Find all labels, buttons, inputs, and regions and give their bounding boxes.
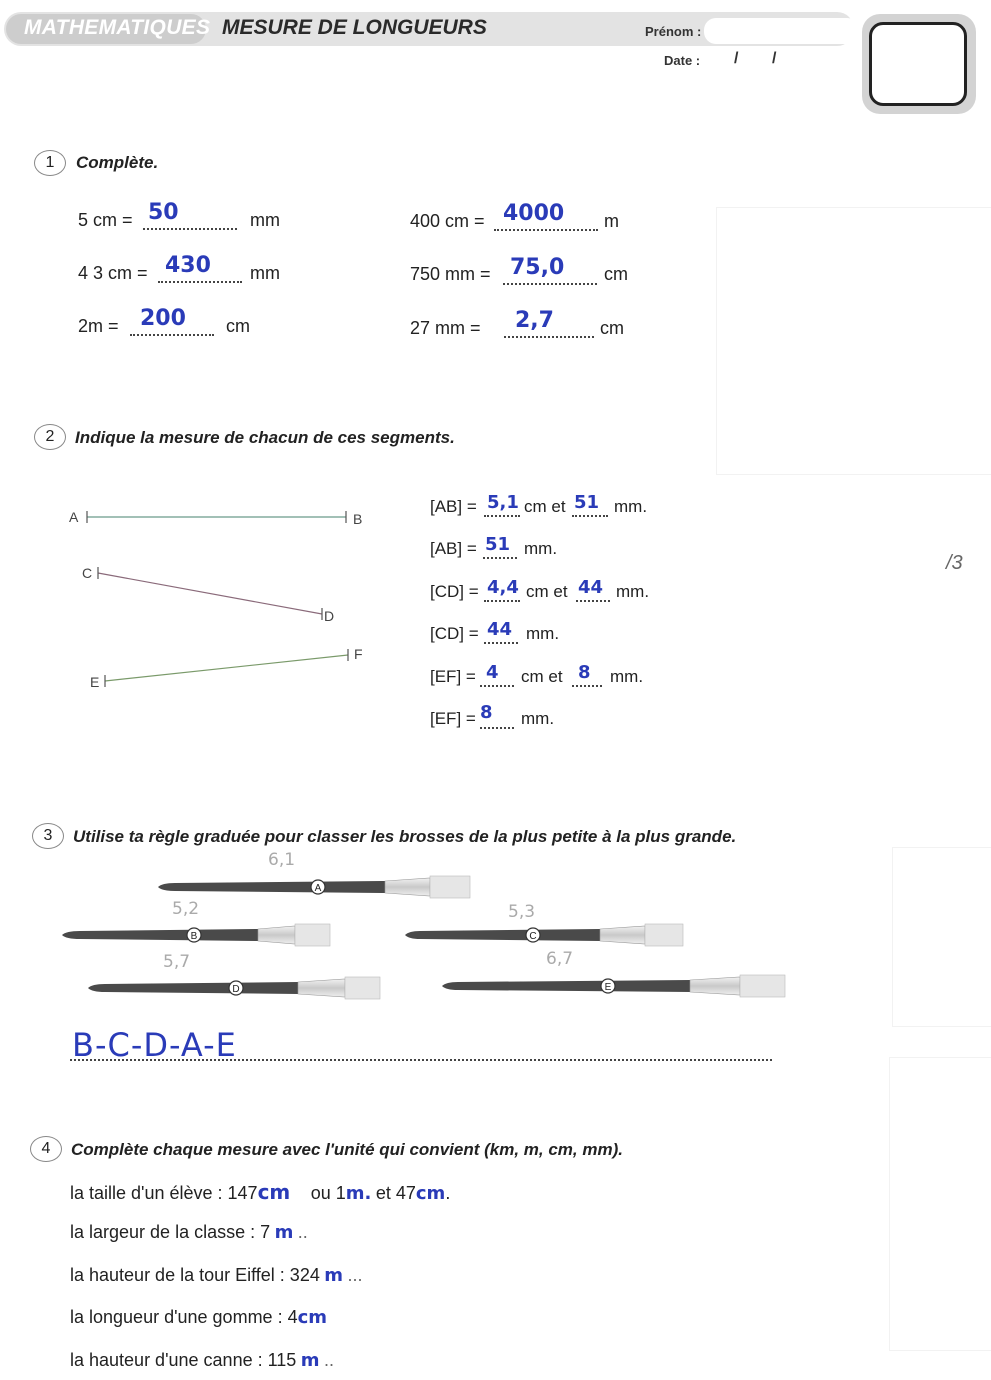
ex1-unit: cm [600,318,624,338]
ranking-answer[interactable]: B-C-D-A-E [72,1026,237,1064]
exercise-number: 3 [32,823,64,849]
ex4-unit-answer[interactable]: m [300,1350,320,1371]
exercise-number: 4 [30,1136,62,1162]
prenom-label: Prénom : [645,24,702,39]
answer-dots [504,336,594,338]
ex2-answer[interactable]: 8 [480,702,493,723]
ex2-label: [AB] = [430,539,477,558]
ex2-label: [EF] = [430,709,476,728]
point-label: E [90,674,100,690]
ex4-line: la hauteur de la tour Eiffel : 324 m ... [70,1265,363,1286]
date-separator: / [734,50,739,67]
pencil-note: 6,1 [268,850,296,870]
ex1-prefix: 2m = [78,316,119,336]
segments-figure [60,500,380,700]
brush-letter: A [314,883,322,894]
answer-dots [572,685,602,687]
ex2-mid: cm et [521,667,563,686]
ex2-mid: cm et [524,497,566,516]
answer-dots [572,515,608,517]
point-label: F [354,646,363,662]
pencil-note: 5,7 [163,952,191,972]
blank-patch [893,848,991,1026]
ex1-prefix: 400 cm = [410,211,485,231]
brushes-figure [0,860,800,1010]
ex4-unit-answer[interactable]: m [274,1222,294,1243]
ex1-prefix: 5 cm = [78,210,133,230]
exercise-title: Complète. [76,153,159,172]
answer-dots [484,600,520,602]
ex1-answer[interactable]: 200 [140,306,186,331]
pencil-note: 6,7 [546,949,574,969]
ex2-end: mm. [610,667,644,686]
score-box[interactable] [869,22,967,106]
exercise-title: Utilise ta règle graduée pour classer les brosses de la plus petite à la plus grande. [73,827,737,846]
ex1-answer[interactable]: 4000 [503,201,565,226]
ex2-label: [EF] = [430,667,476,686]
ex2-end: mm. [616,582,650,601]
answer-dots [480,685,514,687]
ex4-line: la longueur d'une gomme : 4cm [70,1307,328,1328]
answer-dots [576,600,610,602]
segment-cd [98,573,322,614]
ex1-answer[interactable]: 75,0 [510,255,565,280]
ex2-answer[interactable]: 44 [487,619,513,640]
brush-letter: C [529,931,537,942]
answer-dots [503,283,597,285]
ex1-unit: m [604,211,619,231]
ex1-unit: mm [250,263,280,283]
ex4-line: la hauteur d'une canne : 115 m .. [70,1350,334,1371]
point-label: D [324,608,335,624]
answer-dots [143,228,237,230]
answer-dots [483,557,517,559]
pencil-note: 5,2 [172,899,200,919]
brush-letter: E [604,982,612,993]
answer-dots [494,229,598,231]
ex4-unit-answer[interactable]: cm [415,1183,446,1204]
date-separator: / [772,50,777,67]
ex2-end: mm. [524,539,558,558]
point-label: B [353,511,363,527]
date-label: Date : [664,53,701,68]
brush-e [442,975,785,997]
ex1-prefix: 27 mm = [410,318,481,338]
ex2-answer[interactable]: 51 [574,492,600,513]
ex4-line: la taille d'un élève : 147cm ou 1m. et 47cm. [70,1180,451,1204]
ex2-answer[interactable]: 5,1 [487,492,519,513]
brush-letter: D [232,984,240,995]
point-label: C [82,565,93,581]
pencil-note: 5,3 [508,902,536,922]
partial-score: /3 [946,552,963,574]
answer-dots [130,334,214,336]
ex1-unit: cm [226,316,250,336]
blank-patch [890,1058,991,1350]
answer-dots [484,642,518,644]
ex2-mid: cm et [526,582,568,601]
ex1-answer[interactable]: 50 [148,200,179,225]
ex2-end: mm. [614,497,648,516]
ex4-line: la largeur de la classe : 7 m .. [70,1222,308,1243]
ex2-end: mm. [521,709,555,728]
ex2-answer[interactable]: 4 [486,662,499,683]
brush-c [405,924,683,946]
subject-label: MATHEMATIQUES [24,16,211,39]
exercise-title: Indique la mesure de chacun de ces segments. [75,428,455,447]
answer-dots [480,727,514,729]
ex2-label: [CD] = [430,624,479,643]
ex2-label: [AB] = [430,497,477,516]
ex1-prefix: 750 mm = [410,264,491,284]
answer-dots [484,515,520,517]
segment-ef [105,655,348,681]
ex1-answer[interactable]: 2,7 [515,308,554,333]
ex1-unit: cm [604,264,628,284]
ex4-unit-answer[interactable]: m. [345,1183,372,1204]
exercise-number: 1 [34,150,66,176]
worksheet-title: MESURE DE LONGUEURS [222,16,487,39]
point-label: A [69,509,79,525]
ex1-unit: mm [250,210,280,230]
answer-dots [158,281,242,283]
ex1-prefix: 4 3 cm = [78,263,148,283]
ex2-end: mm. [526,624,560,643]
ex4-unit-answer[interactable]: cm [297,1307,328,1328]
ex4-unit-answer[interactable]: m [324,1265,344,1286]
ex2-answer[interactable]: 8 [578,662,591,683]
ex4-unit-answer[interactable]: cm [257,1180,291,1204]
exercise-number: 2 [34,424,66,450]
prenom-field[interactable] [704,18,859,44]
ex2-answer[interactable]: 44 [578,577,604,598]
blank-patch [717,208,991,474]
ex2-answer[interactable]: 4,4 [487,577,519,598]
ex1-answer[interactable]: 430 [165,253,211,278]
exercise-title: Complète chaque mesure avec l'unité qui convient (km, m, cm, mm). [71,1140,623,1159]
ex2-answer[interactable]: 51 [485,534,511,555]
brush-letter: B [190,931,198,942]
ex2-label: [CD] = [430,582,479,601]
